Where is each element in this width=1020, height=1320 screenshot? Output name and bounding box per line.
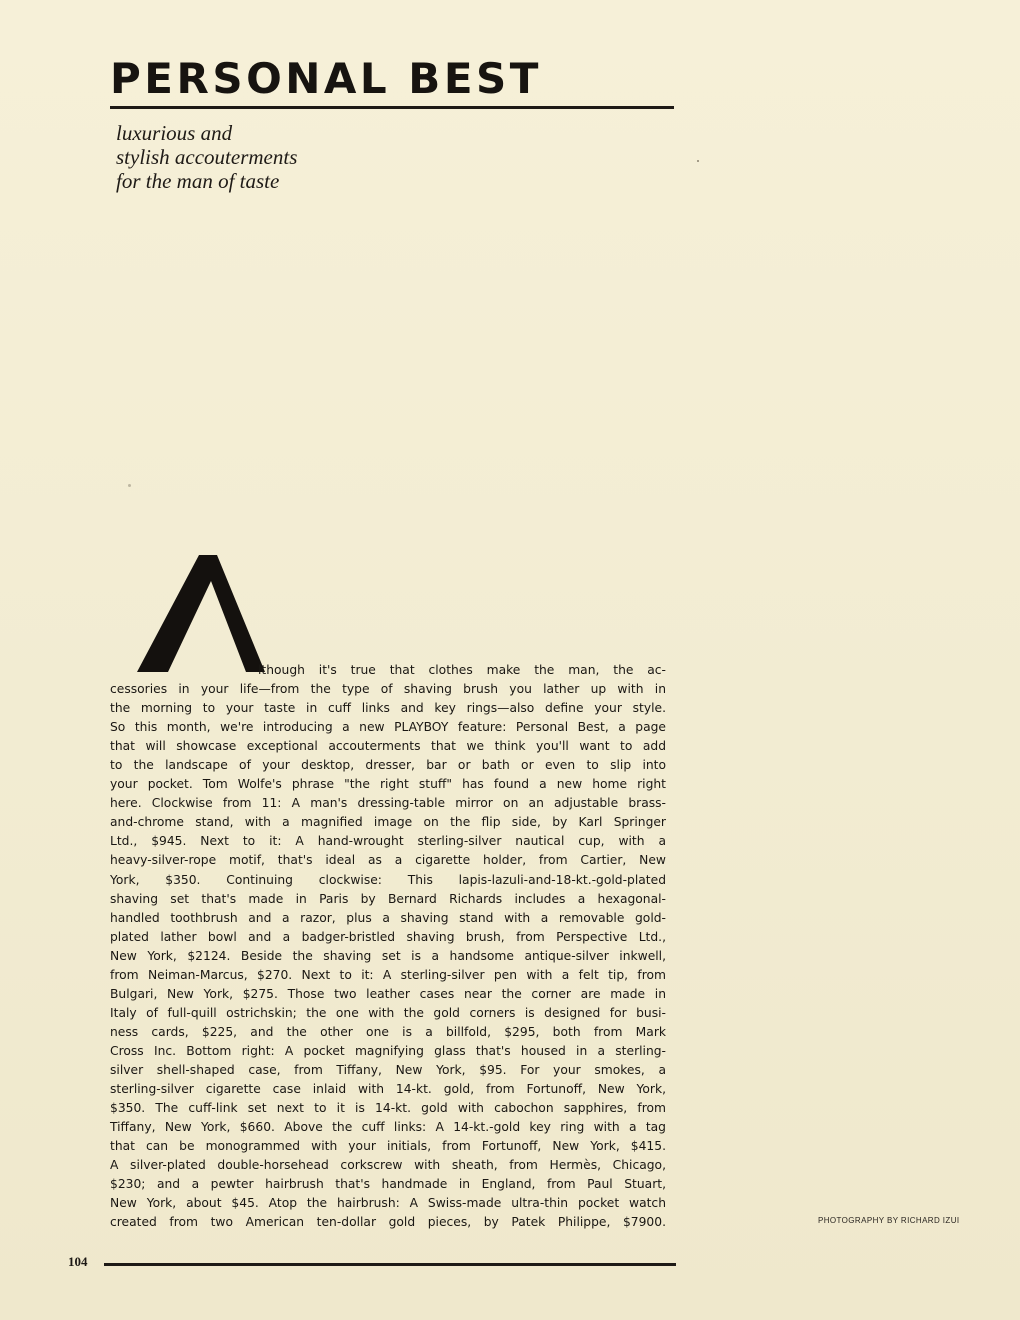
body-line: Ltd., $945. Next to it: A hand-wrought sterling-silver nautical cup, with a xyxy=(110,834,666,849)
body-line: New York, $2124. Beside the shaving set is a handsome antique-silver inkwell, xyxy=(110,948,666,963)
body-line: Cross Inc. Bottom right: A pocket magnifying glass that's housed in a sterling- xyxy=(110,1043,666,1058)
body-line: $350. The cuff-link set next to it is 14-kt. gold with cabochon sapphires, from xyxy=(110,1101,666,1116)
subtitle-line: stylish accouterments xyxy=(116,145,298,169)
body-line: $230; and a pewter hairbrush that's handmade in England, from Paul Stuart, xyxy=(110,1177,666,1192)
body-line: York, $350. Continuing clockwise: This lapis-lazuli-and-18-kt.-gold-plated xyxy=(110,872,666,887)
body-line: from Neiman-Marcus, $270. Next to it: A sterling-silver pen with a felt tip, from xyxy=(110,967,666,982)
footer-rule xyxy=(104,1263,676,1266)
body-line: ness cards, $225, and the other one is a billfold, $295, both from Mark xyxy=(110,1024,666,1039)
subtitle-line: for the man of taste xyxy=(116,169,280,193)
body-line: New York, about $45. Atop the hairbrush: A Swiss-made ultra-thin pocket watch xyxy=(110,1196,666,1211)
body-line: sterling-silver cigarette case inlaid with 14-kt. gold, from Fortunoff, New York, xyxy=(110,1082,666,1097)
body-line: plated lather bowl and a badger-bristled shaving brush, from Perspective Ltd., xyxy=(110,929,666,944)
paper-speck xyxy=(697,160,699,162)
body-line: your pocket. Tom Wolfe's phrase "the right stuff" has found a new home right xyxy=(110,777,666,792)
body-line: cessories in your life—from the type of shaving brush you lather up with in xyxy=(110,682,666,697)
body-line: that will showcase exceptional accouterments that we think you'll want to add xyxy=(110,739,666,754)
body-line: Bulgari, New York, $275. Those two leather cases near the corner are made in xyxy=(110,986,666,1001)
body-line: silver shell-shaped case, from Tiffany, New York, $95. For your smokes, a xyxy=(110,1062,666,1077)
body-line: handled toothbrush and a razor, plus a shaving stand with a removable gold- xyxy=(110,910,666,925)
article-title: PERSONAL BEST xyxy=(110,54,542,103)
body-line: Italy of full-quill ostrichskin; the one with the gold corners is designed for busi- xyxy=(110,1005,666,1020)
body-line: created from two American ten-dollar gold pieces, by Patek Philippe, $7900. xyxy=(110,1215,666,1230)
subtitle-line: luxurious and xyxy=(116,121,233,145)
body-line: to the landscape of your desktop, dresser, bar or bath or even to slip into xyxy=(110,758,666,773)
article-body xyxy=(110,661,666,1232)
title-rule xyxy=(110,106,674,109)
paper-speck xyxy=(128,484,131,487)
body-line: So this month, we're introducing a new PLAYBOY feature: Personal Best, a page xyxy=(110,720,666,735)
drop-cap xyxy=(137,555,267,673)
body-line: the morning to your taste in cuff links and key rings—also define your style. xyxy=(110,701,666,716)
page-number: 104 xyxy=(68,1254,88,1269)
body-line: lthough it's true that clothes make the man, the ac- xyxy=(258,663,666,677)
body-line: heavy-silver-rope motif, that's ideal as a cigarette holder, from Cartier, New xyxy=(110,853,666,868)
body-line: A silver-plated double-horsehead corkscrew with sheath, from Hermès, Chicago, xyxy=(110,1158,666,1173)
body-line: here. Clockwise from 11: A man's dressing-table mirror on an adjustable brass- xyxy=(110,796,666,811)
body-line: shaving set that's made in Paris by Bernard Richards includes a hexagonal- xyxy=(110,891,666,906)
drop-cap-glyph xyxy=(137,555,267,673)
article-subtitle xyxy=(116,121,416,193)
body-line: that can be monogrammed with your initials, from Fortunoff, New York, $415. xyxy=(110,1139,666,1154)
body-line: and-chrome stand, with a magnified image on the flip side, by Karl Springer xyxy=(110,815,666,830)
photo-credit: PHOTOGRAPHY BY RICHARD IZUI xyxy=(818,1216,960,1225)
body-line: Tiffany, New York, $660. Above the cuff links: A 14-kt.-gold key ring with a tag xyxy=(110,1120,666,1135)
